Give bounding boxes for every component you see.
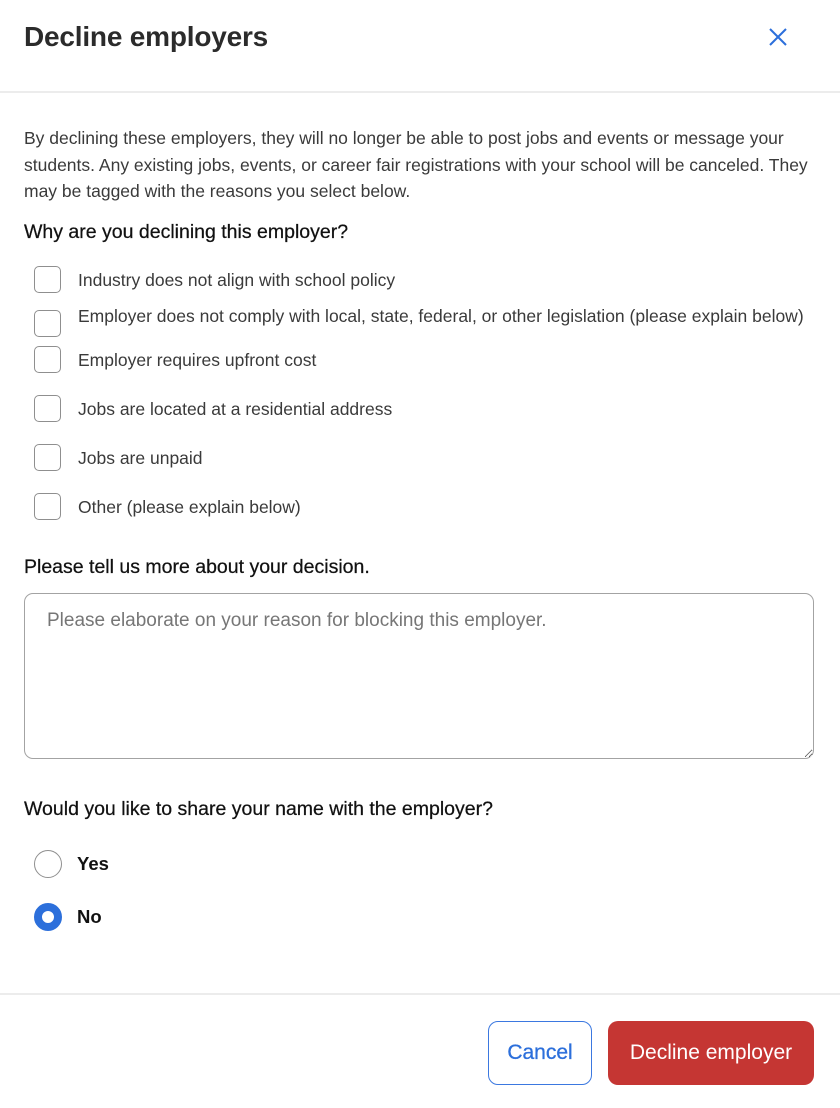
- reason-option-legislation[interactable]: [34, 302, 814, 337]
- decline-employer-button[interactable]: Decline employer: [608, 1021, 814, 1085]
- checkbox-label: Other (please explain below): [78, 496, 301, 517]
- cancel-button[interactable]: Cancel: [488, 1021, 592, 1085]
- checkbox-label: Employer requires upfront cost: [78, 349, 317, 370]
- checkbox[interactable]: [34, 444, 61, 471]
- intro-text: By declining these employers, they will no longer be able to post jobs and events or message your students. Any existing jobs, events, or career fair registrations with your school will be canceled. They may be tagged with the reasons you select below.: [24, 128, 808, 201]
- share-name-option-no[interactable]: [34, 903, 814, 931]
- checkbox-label: Industry does not align with school policy: [78, 269, 396, 290]
- radio-label: Yes: [77, 852, 109, 874]
- close-icon: [768, 27, 788, 47]
- checkbox[interactable]: [34, 395, 61, 422]
- share-name-heading: Would you like to share your name with the employer?: [24, 797, 493, 820]
- close-button[interactable]: [758, 17, 798, 57]
- dialog-body: [0, 125, 840, 931]
- share-name-option-yes[interactable]: [34, 850, 814, 878]
- checkbox-label: Jobs are located at a residential address: [78, 398, 393, 419]
- reason-option-industry[interactable]: [34, 266, 814, 293]
- checkbox[interactable]: [34, 266, 61, 293]
- reason-option-other[interactable]: [34, 493, 814, 520]
- checkbox[interactable]: [34, 310, 61, 337]
- reasons-checkbox-group: [24, 266, 814, 520]
- checkbox-label: Employer does not comply with local, state, federal, or other legislation (please explain below): [78, 305, 804, 326]
- radio-label: No: [77, 905, 102, 927]
- radio-yes[interactable]: [34, 850, 62, 878]
- checkbox[interactable]: [34, 493, 61, 520]
- checkbox-label: Jobs are unpaid: [78, 447, 203, 468]
- decision-details-textarea[interactable]: [24, 593, 814, 759]
- details-heading: Please tell us more about your decision.: [24, 555, 370, 578]
- reasons-heading: Why are you declining this employer?: [24, 220, 349, 243]
- dialog-footer: [0, 993, 840, 1108]
- reason-option-unpaid[interactable]: [34, 444, 814, 471]
- checkbox[interactable]: [34, 346, 61, 373]
- reason-option-upfront-cost[interactable]: [34, 346, 814, 373]
- radio-no[interactable]: [34, 903, 62, 931]
- share-name-radio-group: [24, 850, 814, 931]
- dialog-header: [0, 0, 840, 93]
- details-field-wrapper: [24, 593, 814, 764]
- dialog-title: Decline employers: [24, 21, 269, 52]
- reason-option-residential-address[interactable]: [34, 395, 814, 422]
